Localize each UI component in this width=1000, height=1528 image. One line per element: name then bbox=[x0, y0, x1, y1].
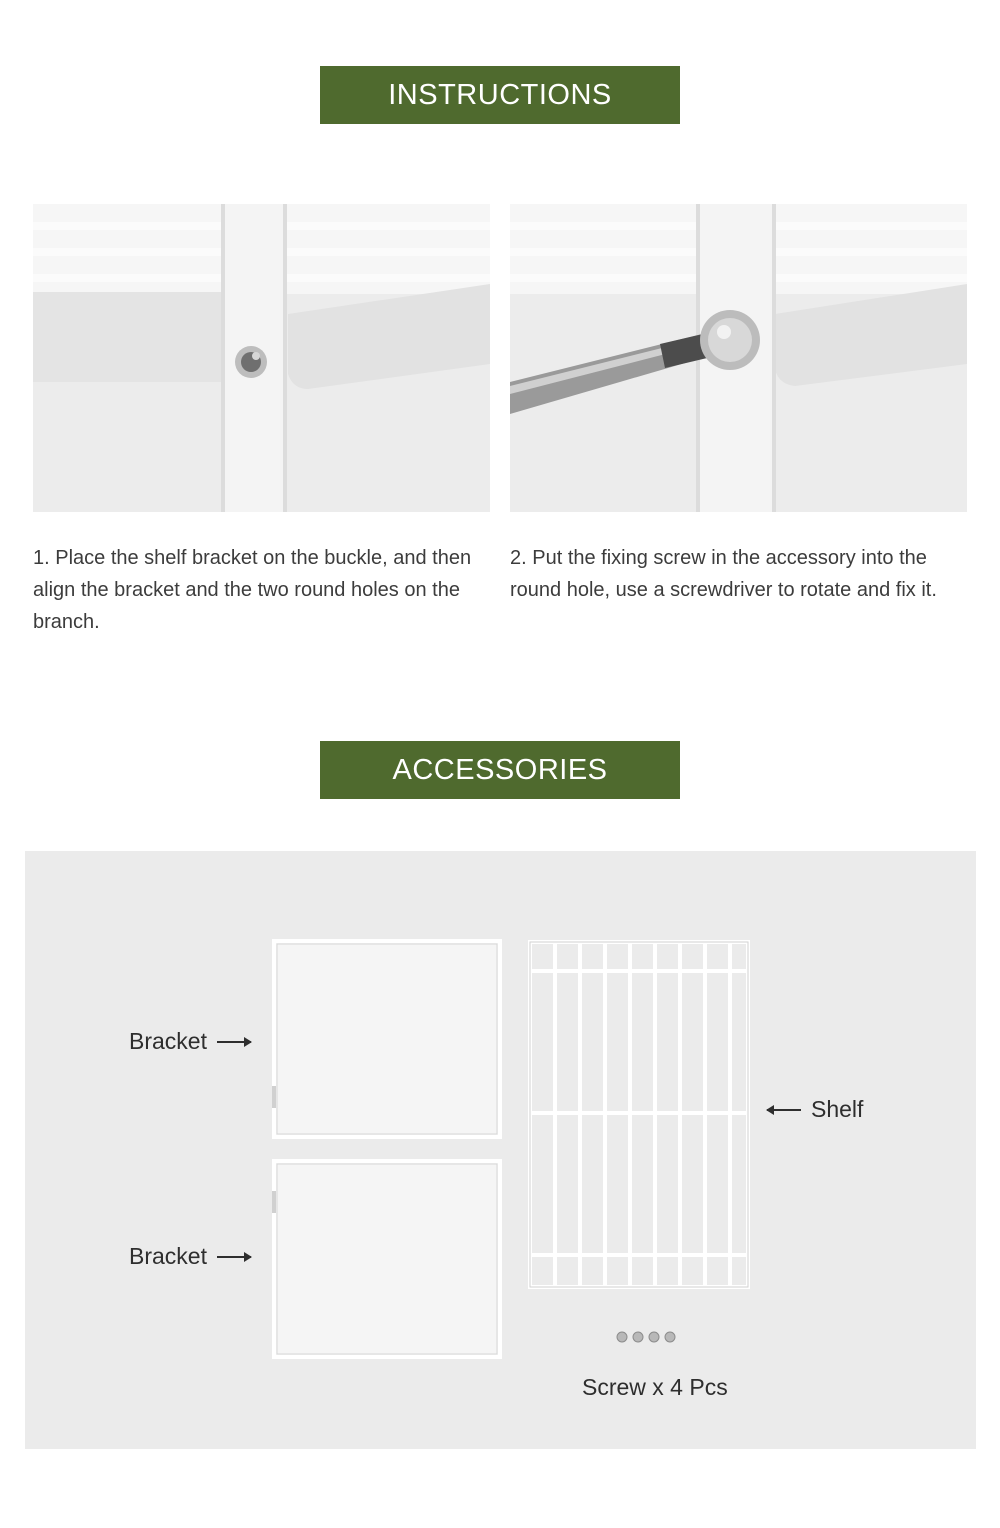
accessories-panel bbox=[25, 851, 976, 1449]
screws-text: Screw x 4 Pcs bbox=[582, 1374, 728, 1400]
arrow-right-icon bbox=[217, 1256, 251, 1258]
accessories-illustration bbox=[25, 851, 976, 1449]
accessories-banner bbox=[320, 741, 680, 799]
arrow-right-icon bbox=[217, 1041, 251, 1043]
bracket-top-text: Bracket bbox=[129, 1028, 207, 1054]
step-1-photo bbox=[33, 204, 490, 512]
bracket-bottom-label bbox=[129, 1243, 251, 1270]
bracket-bottom-image bbox=[272, 1161, 500, 1357]
bracket-bottom-text: Bracket bbox=[129, 1243, 207, 1269]
shelf-label bbox=[767, 1096, 863, 1123]
shelf-text: Shelf bbox=[811, 1096, 864, 1122]
instructions-banner bbox=[320, 66, 680, 124]
step-2-photo bbox=[510, 204, 967, 512]
bracket-top-label bbox=[129, 1028, 251, 1055]
step-1-text: 1. Place the shelf bracket on the buckle, and then align the bracket and the two round holes on the branch. bbox=[33, 547, 472, 633]
arrow-left-icon bbox=[767, 1109, 801, 1111]
screws-label bbox=[582, 1374, 728, 1401]
step-2-text: 2. Put the fixing screw in the accessory into the round hole, use a screwdriver to rotate and fix it. bbox=[510, 547, 937, 601]
bracket-top-image bbox=[272, 941, 500, 1137]
accessories-title: ACCESSORIES bbox=[392, 753, 608, 786]
instructions-title: INSTRUCTIONS bbox=[388, 78, 612, 111]
